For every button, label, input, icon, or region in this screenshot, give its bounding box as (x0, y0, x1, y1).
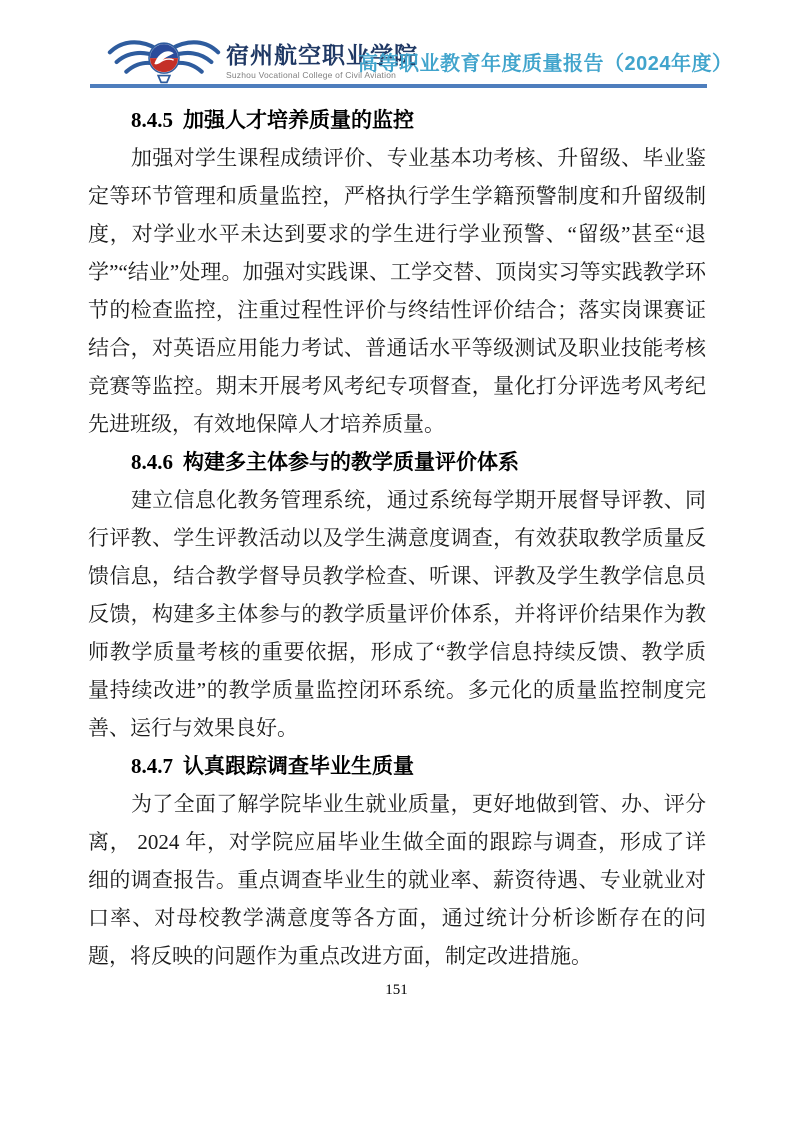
report-title: 高等职业教育年度质量报告（2024年度） (358, 53, 733, 75)
section-number: 8.4.7 (131, 754, 173, 778)
college-name-en: Suzhou Vocational College of Civil Aviation (226, 70, 397, 80)
college-name-zh: 宿州航空职业学院 (226, 42, 418, 68)
section-number: 8.4.6 (131, 450, 173, 474)
section-heading-8-4-6 (88, 443, 706, 481)
section-paragraph-8-4-6: 建立信息化教务管理系统，通过系统每学期开展督导评教、同行评教、学生评教活动以及学生满意度调查，有效获取教学质量反馈信息，结合教学督导员教学检查、听课、评教及学生教学信息员反馈，构建多主体参与的教学质量评价体系，并将评价结果作为教师教学质量考核的重要依据，形成了“教学信息持续反馈、教学质量持续改进”的教学质量监控闭环系统。多元化的质量监控制度完善、运行与效果良好。 (88, 488, 706, 740)
section-heading-8-4-7 (88, 747, 706, 785)
document-content (88, 101, 706, 975)
header-divider (90, 84, 707, 88)
page-number: 151 (385, 982, 408, 998)
section-title: 构建多主体参与的教学质量评价体系 (183, 450, 519, 474)
section-paragraph-8-4-5: 加强对学生课程成绩评价、专业基本功考核、升留级、毕业鉴定等环节管理和质量监控，严格执行学生学籍预警制度和升留级制度，对学业水平未达到要求的学生进行学业预警、“留级”甚至“退学”“结业”处理。加强对实践课、工学交替、顶岗实习等实践教学环节的检查监控，注重过程性评价与终结性评价结合；落实岗课赛证结合，对英语应用能力考试、普通话水平等级测试及职业技能考核竞赛等监控。期末开展考风考纪专项督查，量化打分评选考风考纪先进班级，有效地保障人才培养质量。 (88, 146, 706, 436)
page-header (0, 0, 793, 92)
section-heading-8-4-5 (88, 101, 706, 139)
section-title: 认真跟踪调查毕业生质量 (183, 754, 414, 778)
section-number: 8.4.5 (131, 108, 173, 132)
section-title: 加强人才培养质量的监控 (183, 108, 414, 132)
section-paragraph-8-4-7: 为了全面了解学院毕业生就业质量，更好地做到管、办、评分离， 2024 年，对学院应届毕业生做全面的跟踪与调查，形成了详细的调查报告。重点调查毕业生的就业率、薪资待遇、专业就业对口率、对母校教学满意度等各方面，通过统计分析诊断存在的问题，将反映的问题作为重点改进方面，制定改进措施。 (88, 792, 706, 968)
